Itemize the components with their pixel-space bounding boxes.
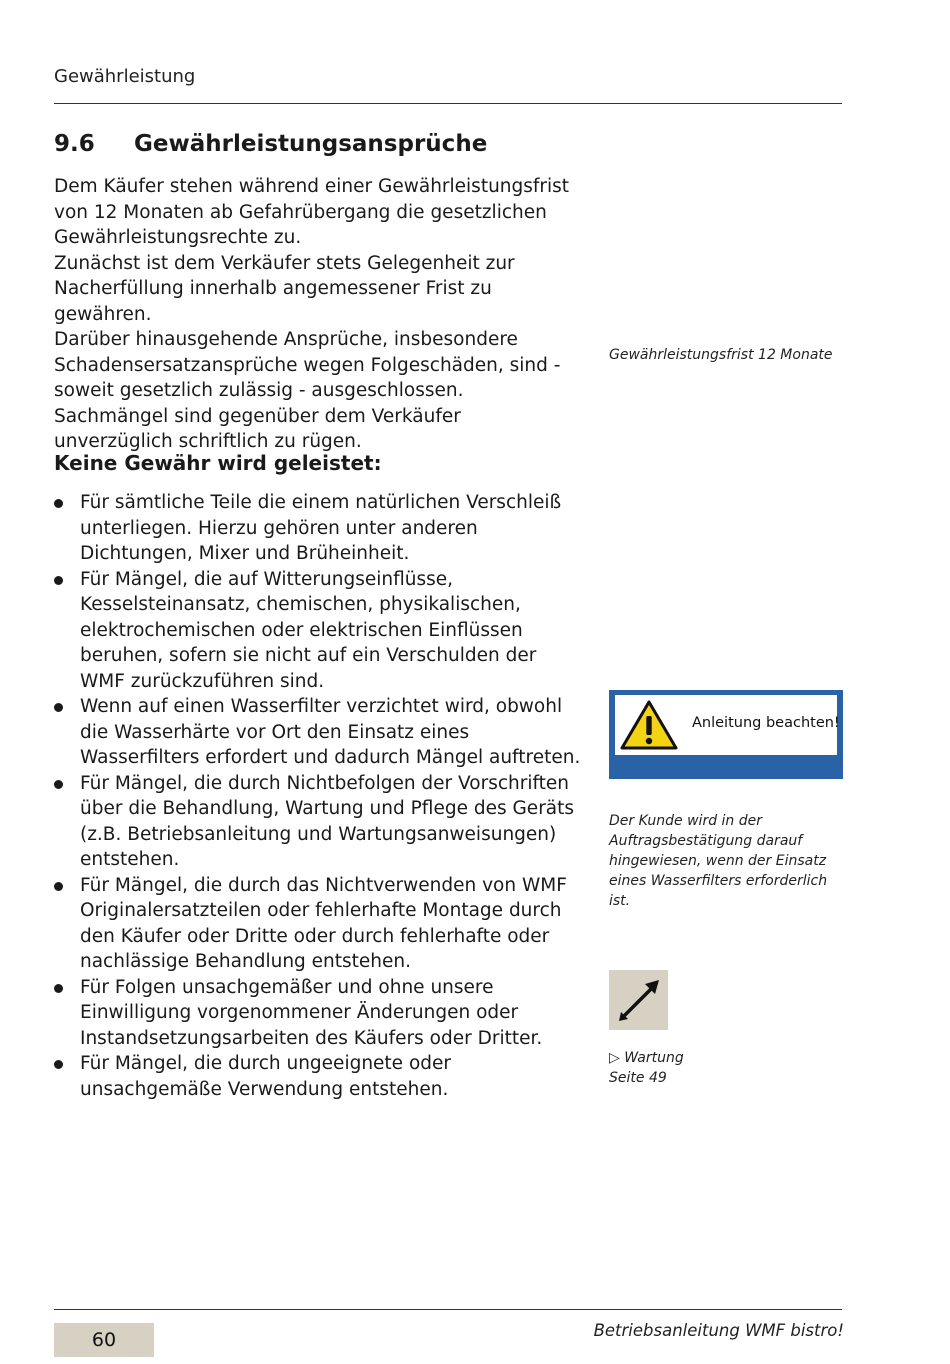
footer-divider <box>54 1309 842 1310</box>
paragraph: Dem Käufer stehen während einer Gewährleistungsfrist von 12 Monaten ab Gefahrübergang die gesetzlichen Gewährleistungsrechte zu. <box>54 176 570 248</box>
list-item-text: Für Mängel, die durch Nichtbefolgen der Vorschriften über die Behandlung, Wartung und Pflege des Geräts (z.B. Betriebsanleitung und Wartungsanweisungen) entstehen. <box>80 772 575 870</box>
bullet-icon <box>54 703 63 712</box>
bullet-icon <box>54 576 63 585</box>
wrench-icon <box>609 970 668 1030</box>
paragraph: Zunächst ist dem Verkäufer stets Gelegenheit zur Nacherfüllung innerhalb angemessener Frist zu gewähren. <box>54 252 515 325</box>
reference-page: Seite 49 <box>609 1070 667 1086</box>
list-item <box>54 975 584 1052</box>
warranty-margin-note: Gewährleistungsfrist 12 Monate <box>609 347 833 363</box>
header-divider <box>54 103 842 104</box>
page-number: 60 <box>91 1329 117 1351</box>
list-item <box>54 873 584 975</box>
warning-notice <box>609 690 843 779</box>
triangle-right-icon: ▷ <box>609 1050 620 1066</box>
list-item <box>54 694 584 771</box>
section-heading <box>54 131 487 157</box>
warning-panel <box>615 695 840 755</box>
list-item-text: Für Mängel, die durch ungeeignete oder unsachgemäße Verwendung entstehen. <box>80 1053 451 1100</box>
paragraph: Sachmängel sind gegenüber dem Verkäufer unverzüglich schriftlich zu rügen. <box>54 405 461 452</box>
section-title: Gewährleistungsansprüche <box>134 131 488 157</box>
maintenance-reference <box>609 1048 849 1088</box>
list-item-text: Für Folgen unsachgemäßer und ohne unsere Einwilligung vorgenommener Änderungen oder Instandsetzungsarbeiten des Käufers oder Dritter. <box>80 976 543 1049</box>
list-item-text: Wenn auf einen Wasserfilter verzichtet wird, obwohl die Wasserhärte vor Ort den Einsatz eines Wasserfilters erfordert und dadurch Mängel auftreten. <box>80 696 581 768</box>
reference-title: Wartung <box>624 1050 684 1066</box>
no-warranty-list <box>54 490 584 1102</box>
no-warranty-heading: Keine Gewähr wird geleistet: <box>54 451 382 475</box>
list-item <box>54 490 584 567</box>
customer-margin-note: Der Kunde wird in der Auftragsbestätigung darauf hingewiesen, wenn der Einsatz eines Wasserfilters erforderlich ist. <box>609 813 828 909</box>
list-item <box>54 1051 584 1102</box>
running-header: Gewährleistung <box>54 66 196 87</box>
document-title: Betriebsanleitung WMF bistro! <box>593 1321 844 1340</box>
warranty-text <box>54 174 584 455</box>
warning-label: Anleitung beachten! <box>692 715 840 731</box>
bullet-icon <box>54 499 63 508</box>
maintenance-tab <box>609 970 668 1030</box>
bullet-icon <box>54 882 63 891</box>
list-item <box>54 771 584 873</box>
section-number: 9.6 <box>54 131 95 157</box>
page-number-tab <box>54 1323 154 1357</box>
list-item-text: Für Mängel, die durch das Nichtverwenden von WMF Originalersatzteilen oder fehlerhafte Montage durch den Käufer oder Dritte oder durch fehlerhafte oder nachlässige Behandlung entstehen. <box>80 874 567 972</box>
list-item-text: Für sämtliche Teile die einem natürlichen Verschleiß unterliegen. Hierzu gehören unter anderen Dichtungen, Mixer und Brüheinheit. <box>80 492 562 564</box>
list-item-text: Für Mängel, die auf Witterungseinflüsse, Kesselsteinansatz, chemischen, physikalischen, elektrochemischen oder elektrischen Einflüssen beruhen, sofern sie nicht auf ein Verschulden der WMF zurückzuführen sind. <box>80 568 537 692</box>
bullet-icon <box>54 984 63 993</box>
paragraph: Darüber hinausgehende Ansprüche, insbesondere Schadensersatzansprüche wegen Folgeschäden, sind - soweit gesetzlich zulässig - ausgeschlossen. <box>54 329 561 401</box>
bullet-icon <box>54 1060 63 1069</box>
list-item <box>54 567 584 695</box>
warning-triangle-icon <box>619 699 679 751</box>
bullet-icon <box>54 780 63 789</box>
